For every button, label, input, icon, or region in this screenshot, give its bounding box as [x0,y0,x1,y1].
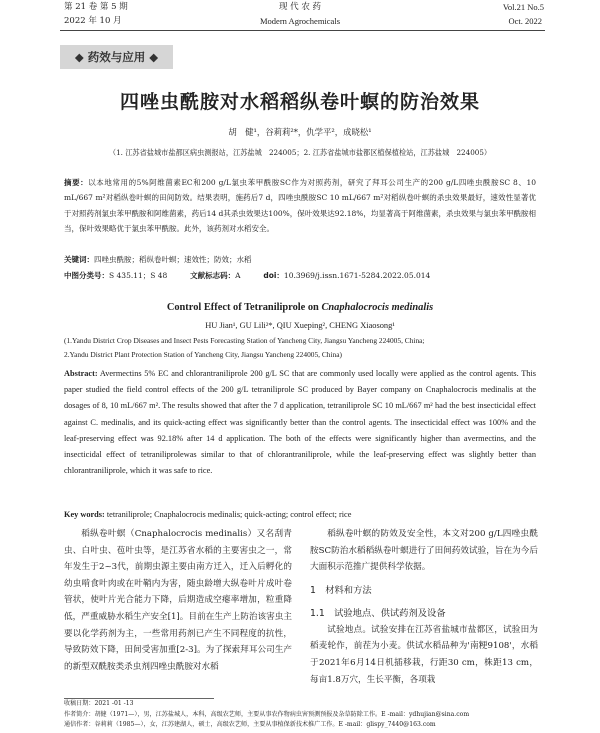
footnote-author-info: 作者简介：胡健（1971—），男，江苏盐城人，本科，高级农艺师，主要从事农作物病虫害预测预报及杂草防除工作。E -mail：ydhujian@sina.com [64,710,470,718]
abstract-en-text: Avermectins 5% EC and chlorantraniliprole 200 g/L SC that are commonly used locally were applied as the control agents. This paper studied the field control effects of the 200 g/L tetraniliprole SC produced by Bayer company on Cnaphalocrocis medinalis at the dosages of 8, 10 mL/667 m². The results showed that after the 7 d application, tetraniliprole SC 10 mL/667 m² had the best insecticidal effect against C. medinalis, and its quick-acting effect was significantly better than the control agents. The insecticidal effect was 100% and the leaf-preserving effect was 92.18% after 14 d application. The both of the effects were significantly higher than avermectins, and the insecticidal effect of tetraniliprolewas similar to that of chlorantraniliprole, while the leaf-preserving effect was slightly better than chlorantraniliprole, which it was safe to rice. [64,369,536,476]
volume-issue-cn: 第 21 卷 第 5 期 [64,2,128,12]
doi-value: 10.3969/j.issn.1671-5284.2022.05.014 [283,271,431,280]
keywords-cn [64,252,536,267]
title-en-prefix: Control Effect of Tetraniliprole on [166,302,322,313]
document-code-label: 文献标志码： [190,271,236,280]
keywords-en-label: Key words: [64,510,105,519]
body-right-paragraph: 稻纵卷叶螟的防效及安全性，本文对200 g/L四唑虫酰胺SC防治水稻稻纵卷叶螟进行了田间药效试验，旨在为今后大面积示范推广提供科学依据。 [310,529,538,573]
article-title-cn: 四唑虫酰胺对水稻稻纵卷叶螟的防治效果 [119,91,480,113]
journal-name-en: Modern Agrochemicals [259,16,341,26]
journal-name-cn: 现 代 农 药 [278,2,322,12]
clc-number: S 435.11；S 48 [109,271,168,280]
header-rule [60,30,545,31]
authors-en: HU Jian¹, GU Lili²*, QIU Xueping², CHENG Xiaosong¹ [205,321,395,330]
clc-label: 中图分类号： [64,271,109,280]
date-cn: 2022 年 10 月 [64,16,122,26]
keywords-cn-label: 关键词： [64,255,94,264]
body-left-column: 稻纵卷叶螟（Cnaphalocrocis medinalis）又名刮青虫、白叶虫、苞叶虫等，是江苏省水稻的主要害虫之一，常年发生于2~3代，前期虫源主要由南方迁入，迁入后孵化的幼虫啃食叶肉或在叶鞘内为害，随虫龄增大纵卷叶片成叶卷管状，使叶片光合能力下降，后期造成空瘪率增加，粒重降低，严重威胁水稻生产安全[1]。目前在生产上防治该害虫主要以化学药剂为主，一些常用药剂已产生不同程度的抗性，导致防效下降，田间受害加重[2-3]。为了探索拜耳公司生产的新型双酰胺类杀虫剂四唑虫酰胺对水稻 [64,529,292,672]
section-heading-1-1: 1.1 试验地点、供试药剂及设备 [310,607,446,619]
keywords-cn-text: 四唑虫酰胺；稻纵卷叶螟；速效性；防效；水稻 [94,255,252,264]
abstract-en [64,366,536,479]
affiliations-en [64,334,544,362]
authors-cn: 胡 健¹，谷莉莉²*，仇学平²，成晓松¹ [228,127,372,137]
section-1-1-text: 试验地点。试验安排在江苏省盐城市盐都区，试验田为稻麦轮作，前茬为小麦。供试水稻品种为'南粳9108'，水稻于2021年6月14日机插移栽，行距30 cm，株距13 cm，每亩1.8万穴，生长平衡，各项栽 [310,624,538,685]
section-heading-1: 1 材料和方法 [310,584,372,596]
doi-label: doi： [263,271,284,280]
date-en: Oct. 2022 [508,16,542,26]
footnotes [64,699,544,731]
abstract-cn-text: 以本地常用的5%阿维菌素EC和200 g/L氯虫苯甲酰胺SC作为对照药剂，研究了拜耳公司生产的200 g/L四唑虫酰胺SC 8、10 mL/667 m²对稻纵卷叶螟的田间防效。结果表明，施药后7 d，四唑虫酰胺SC 10 mL/667 m²对稻纵卷叶螟的杀虫效果最好，速效性显著优于对照药剂氯虫苯甲酰胺和阿维菌素，药后14 d其杀虫效果达100%，保叶效果达92.18%，均显著高于阿维菌素，杀虫效果与氯虫苯甲酰胺相当，保叶效果略优于氯虫苯甲酰胺。此外，该药剂对水稻安全。 [64,178,537,234]
affiliation-en-2: 2.Yandu District Plant Protection Station of Yancheng City, Jiangsu Yancheng 224005, China) [64,350,342,359]
section-tag: ◆ 药效与应用 ◆ [60,45,173,69]
keywords-en [64,510,536,519]
title-en-species: Cnaphalocrocis medinalis [321,302,434,313]
footnote-received: 收稿日期：2021 -01 -13 [64,700,134,707]
keywords-en-text: tetraniliprole; Cnaphalocrocis medinalis; quick-acting; control effect; rice [106,510,352,519]
footnote-corresponding: 通信作者：谷莉莉（1985—），女，江苏建湖人，硕士，高级农艺师，主要从事植保新技术推广工作。E -mail：glispy_7440@163.com [64,721,436,728]
document-code: A [235,271,241,280]
abstract-en-label: Abstract: [64,369,98,378]
affiliations-cn: （1. 江苏省盐城市盐都区病虫测报站，江苏盐城 224005；2. 江苏省盐城市盐都区植保植检站，江苏盐城 224005） [108,148,492,157]
body-right-column [310,526,538,688]
abstract-cn [64,175,536,237]
classification-line [64,268,536,283]
volume-issue-en: Vol.21 No.5 [502,2,544,12]
abstract-cn-label: 摘要： [64,178,89,187]
article-title-en [0,302,600,313]
affiliation-en-1: (1.Yandu District Crop Diseases and Insect Pests Forecasting Station of Yancheng City, Jiangsu Yancheng 224005, China; [64,336,425,345]
